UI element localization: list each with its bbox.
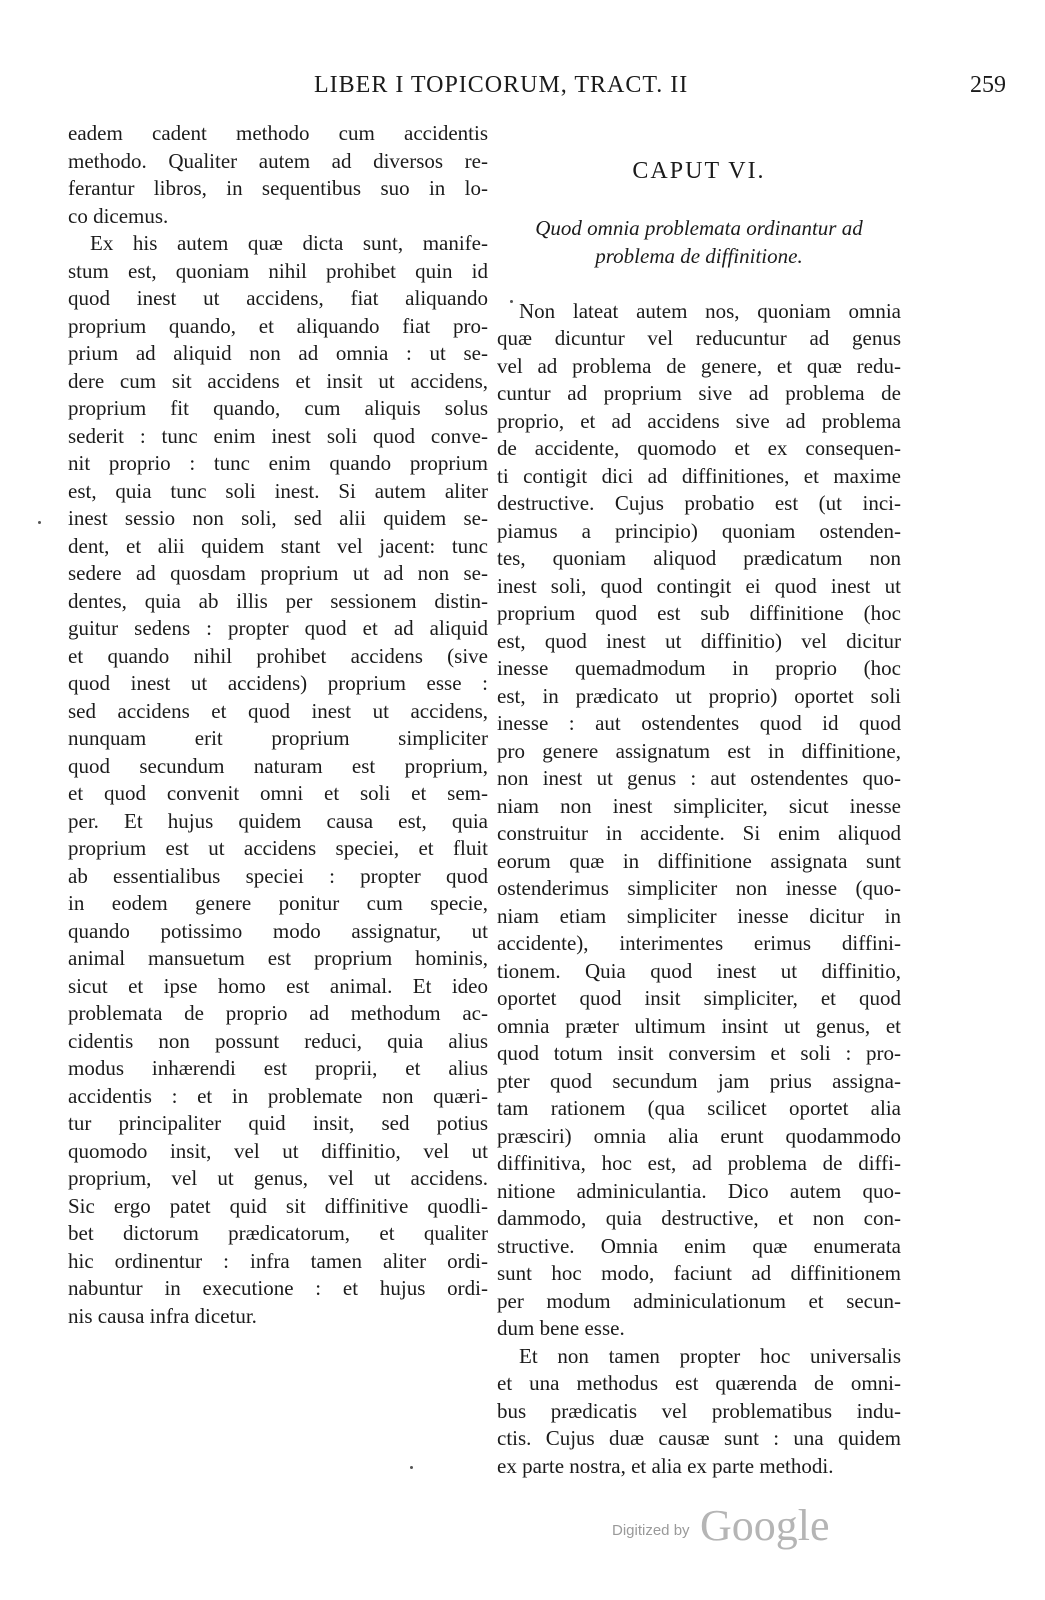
text-line: tur principaliter quid insit, sed potius [68, 1111, 488, 1135]
text-line: proprium, vel ut genus, vel ut accidens. [68, 1166, 488, 1190]
text-line: nabuntur in executione : et hujus ordi- [68, 1276, 488, 1300]
text-line: nunquam erit proprium simpliciter [68, 726, 488, 750]
text-line: et quod convenit omni et soli et sem- [68, 781, 488, 805]
text-line: omnia præter ultimum insint ut genus, et [497, 1013, 901, 1038]
page-number: 259 [970, 72, 1006, 98]
text-line: quomodo insit, vel ut diffinitio, vel ut [68, 1138, 488, 1163]
text-line: in eodem genere ponitur cum specie, [68, 891, 488, 915]
text-line: per modum adminiculationum et secun- [497, 1288, 901, 1313]
text-line: inest sessio non soli, sed alii quidem se- [68, 506, 488, 530]
text-line: quæ dicuntur vel reducuntur ad genus [497, 326, 901, 350]
text-line: dum bene esse. [497, 1316, 625, 1340]
text-line: dentes, quia ab illis per sessionem distin- [68, 588, 488, 613]
scan-speck [510, 300, 513, 303]
text-line: proprium est ut accidens speciei, et fluit [68, 836, 488, 860]
text-line: non inest ut genus : aut ostendentes quo- [497, 766, 901, 790]
text-line: methodo. Qualiter autem ad diversos re- [68, 148, 488, 173]
scan-speck [38, 521, 41, 524]
text-line: cuntur ad proprium sive ad problema de [497, 381, 901, 405]
text-line: tam rationem (qua scilicet oportet alia [497, 1096, 901, 1120]
text-line: est, in prædicato ut proprio) oportet soli [497, 683, 901, 708]
text-line: vel ad problema de genere, et quæ redu- [497, 353, 901, 378]
text-line: ex parte nostra, et alia ex parte methodi. [497, 1453, 834, 1478]
text-line: eadem cadent methodo cum accidentis [68, 121, 488, 145]
text-line: est, quia tunc soli inest. Si autem aliter [68, 478, 488, 503]
text-line: eorum quæ in diffinitione assignata sunt [497, 848, 901, 873]
text-line: dammodo, quia destructive, et non con- [497, 1206, 901, 1230]
chapter-heading: CAPUT VI. [632, 158, 766, 184]
text-line: sunt hoc modo, faciunt ad diffinitionem [497, 1261, 901, 1285]
text-line: quod inest ut accidens) proprium esse : [68, 671, 488, 695]
text-line: accidentis : et in problemate non quæri- [68, 1083, 488, 1108]
text-line: oportet quod insit simpliciter, et quod [497, 986, 901, 1010]
text-line: tionem. Quia quod inest ut diffinitio, [497, 958, 901, 983]
text-line: accidente), interimentes erimus diffini- [497, 931, 901, 955]
text-line: inesse : aut ostendentes quod id quod [497, 711, 901, 735]
chapter-subtitle [497, 214, 901, 270]
text-line: pter quod secundum jam prius assigna- [497, 1068, 901, 1093]
text-line: nis causa infra dicetur. [68, 1303, 257, 1328]
text-line: inest soli, quod contingit ei quod inest ut [497, 573, 901, 598]
text-line: structive. Omnia enim quæ enumerata [497, 1233, 901, 1258]
text-line: guitur sedens : propter quod et ad aliquid [68, 616, 488, 640]
text-line: ab essentialibus speciei : propter quod [68, 863, 488, 888]
text-line: hic ordinentur : infra tamen aliter ordi- [68, 1248, 488, 1273]
text-line: quod inest ut accidens, fiat aliquando [68, 286, 488, 310]
text-line: sedere ad quosdam proprium ut ad non se- [68, 561, 488, 585]
left-column [68, 120, 488, 1330]
right-column-text [497, 298, 901, 1481]
text-line: dent, et alii quidem stant vel jacent: tunc [68, 533, 488, 558]
text-line: problemata de proprio ad methodum ac- [68, 1001, 488, 1025]
text-line: Ex his autem quæ dicta sunt, manife- [90, 231, 488, 255]
text-line: de accidente, quomodo et ex consequen- [497, 436, 901, 460]
text-line: cidentis non possunt reduci, quia alius [68, 1028, 488, 1053]
text-line: præsciri) omnia alia erunt quodammodo [497, 1123, 901, 1148]
text-line: sederit : tunc enim inest soli quod conve- [68, 423, 488, 448]
text-line: construitur in accidente. Si enim aliquod [497, 821, 901, 845]
text-line: co dicemus. [68, 203, 169, 228]
text-line: proprio, et ad accidens sive ad problema [497, 408, 901, 433]
text-line: bus prædicatis vel problematibus indu- [497, 1398, 901, 1423]
chapter-subtitle-line: problema de diffinitione. [595, 243, 803, 268]
text-line: nit proprio : tunc enim quando proprium [68, 451, 488, 475]
text-line: Et non tamen propter hoc universalis [519, 1343, 901, 1368]
running-title: LIBER I TOPICORUM, TRACT. II [314, 72, 689, 98]
text-line: prium ad aliquid non ad omnia : ut se- [68, 341, 488, 365]
text-line: bet dictorum prædicatorum, et qualiter [68, 1221, 488, 1245]
chapter-subtitle-line: Quod omnia problemata ordinantur ad [535, 215, 863, 240]
text-line: modus inhærendi est proprii, et alius [68, 1056, 488, 1080]
text-line: et quando nihil prohibet accidens (sive [68, 643, 488, 668]
text-line: per. Et hujus quidem causa est, quia [68, 808, 488, 833]
digitized-watermark [612, 1500, 832, 1550]
text-line: stum est, quoniam nihil prohibet quin id [68, 258, 488, 283]
text-line: tes, quoniam aliquod prædicatum non [497, 546, 901, 570]
text-line: est, quod inest ut diffinitio) vel dicitur [497, 628, 901, 653]
text-line: niam non inest simpliciter, sicut inesse [497, 793, 901, 818]
text-line: Non lateat autem nos, quoniam omnia [519, 298, 901, 323]
text-line: proprium quod est sub diffinitione (hoc [497, 601, 901, 625]
text-line: destructive. Cujus probatio est (ut inci- [497, 491, 901, 515]
text-line: inesse quemadmodum in proprio (hoc [497, 656, 901, 680]
text-line: animal mansuetum est proprium hominis, [68, 946, 488, 970]
text-line: diffinitiva, hoc est, ad problema de diffi- [497, 1151, 901, 1175]
digitized-label: Digitized by [612, 1522, 690, 1539]
text-line: ostenderimus simpliciter non inesse (quo- [497, 876, 901, 900]
right-column [497, 150, 901, 1480]
text-line: sicut et ipse homo est animal. Et ideo [68, 973, 488, 998]
text-line: piamus a principio) quoniam ostenden- [497, 518, 901, 543]
text-line: proprium quando, et aliquando fiat pro- [68, 313, 488, 338]
google-logo: Google [700, 1501, 830, 1550]
text-line: quod totum insit conversim et soli : pro- [497, 1041, 901, 1065]
text-line: nitione adminiculantia. Dico autem quo- [497, 1178, 901, 1203]
text-line: dere cum sit accidens et insit ut accidens, [68, 368, 488, 393]
running-header [66, 72, 1006, 112]
scan-speck [410, 1466, 413, 1469]
text-line: proprium fit quando, cum aliquis solus [68, 396, 488, 420]
text-line: ti contigit dici ad diffinitiones, et maxime [497, 463, 901, 488]
text-line: et una methodus est quærenda de omni- [497, 1371, 901, 1395]
text-line: sed accidens et quod inest ut accidens, [68, 698, 488, 723]
text-line: ferantur libros, in sequentibus suo in lo- [68, 176, 488, 200]
text-line: quando potissimo modo assignatur, ut [68, 918, 488, 943]
text-line: pro genere assignatum est in diffinitione, [497, 738, 901, 763]
text-line: quod secundum naturam est proprium, [68, 753, 488, 778]
text-line: Sic ergo patet quid sit diffinitive quodli- [68, 1193, 488, 1218]
text-line: niam etiam simpliciter inesse dicitur in [497, 903, 901, 928]
text-line: ctis. Cujus duæ causæ sunt : una quidem [497, 1426, 901, 1450]
